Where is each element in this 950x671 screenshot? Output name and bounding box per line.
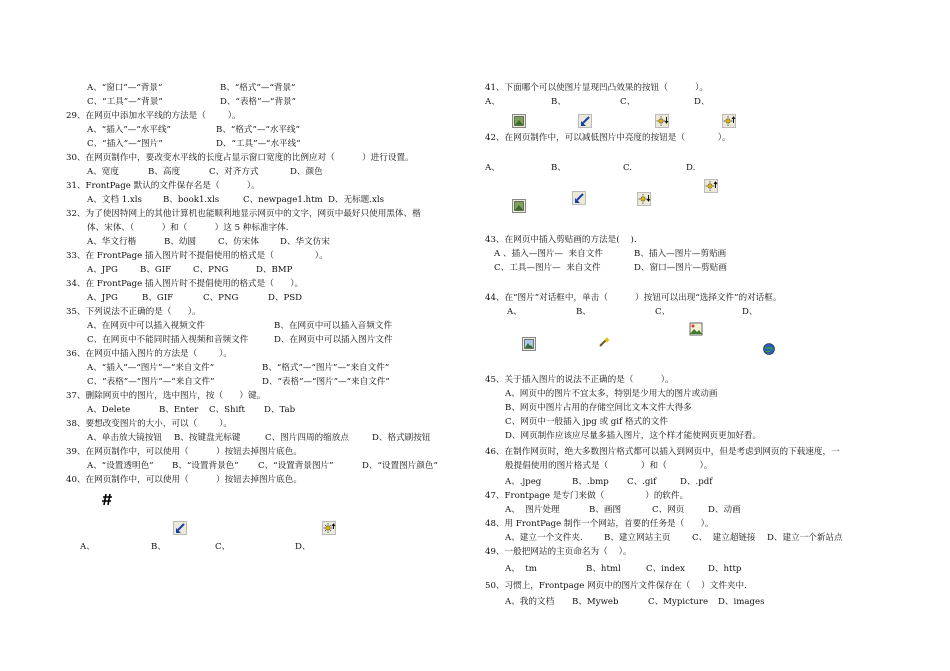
q43-option-a: A 、插入—图片— 来自文件 bbox=[494, 249, 603, 259]
q41-stem: 41、下面哪个可以使图片显现凹凸效果的按钮（ ）。 bbox=[485, 83, 709, 93]
q30-option-b: B、高度 bbox=[148, 167, 181, 177]
q33-option-c: C、PNG bbox=[193, 265, 229, 275]
select-arrow-icon bbox=[572, 191, 586, 205]
q45-option-c: C、网页中一般插入 jpg 或 gif 格式的文件 bbox=[505, 417, 668, 427]
q28-option-b: B、“格式”—“背景” bbox=[220, 83, 296, 93]
q34-stem: 34、在 FrontPage 插入图片时不提倡使用的格式是（ ）。 bbox=[66, 279, 304, 289]
q50-option-a: A、我的文档 bbox=[505, 597, 555, 607]
q33-option-d: D、BMP bbox=[256, 265, 293, 275]
bevel-icon bbox=[512, 114, 526, 128]
q34-option-b: B、GIF bbox=[142, 293, 174, 303]
q47-option-d: D、动画 bbox=[708, 505, 741, 515]
q39-option-c: C、“设置背景图片” bbox=[258, 461, 334, 471]
q45-option-b: B、网页中图片占用的存储空间比文本文件大得多 bbox=[505, 403, 692, 413]
q48-option-c: C、 建立超链接 bbox=[692, 533, 756, 543]
q32-stem-line2: 体、宋体、（ ）和（ ）这 5 种标准字体. bbox=[87, 223, 289, 233]
q35-option-a: A、在网页中可以插入视频文件 bbox=[87, 321, 205, 331]
q49-option-c: C、index bbox=[646, 564, 685, 574]
q36-stem: 36、在网页中插入图片的方法是（ ）。 bbox=[66, 349, 232, 359]
q32-option-a: A、华文行楷 bbox=[87, 237, 137, 247]
q42-option-a: A、 bbox=[485, 163, 500, 173]
q44-option-d: D、 bbox=[742, 307, 758, 317]
q40-option-b: B、 bbox=[151, 542, 166, 552]
clipart-icon bbox=[522, 337, 536, 351]
q33-option-a: A、JPG bbox=[87, 265, 118, 275]
q35-option-b: B、在网页中可以插入音频文件 bbox=[274, 321, 393, 331]
q42-stem: 42、在网页制作中，可以减低图片中亮度的按钮是（ ）。 bbox=[485, 133, 731, 143]
q39-option-d: D、“设置图片颜色” bbox=[362, 461, 438, 471]
q43-option-b: B、插入—图片—剪贴画 bbox=[634, 249, 727, 259]
q40-stem: 40、在网页制作中，可以使用（ ）按钮去掉图片底色。 bbox=[66, 475, 302, 485]
q39-option-a: A、“设置透明色” bbox=[87, 461, 154, 471]
q31-option-d: D、无标题.xls bbox=[328, 195, 385, 205]
q28-option-a: A、“窗口”—“背景” bbox=[87, 83, 163, 93]
q49-option-a: A、 tm bbox=[505, 564, 537, 574]
image-file-icon bbox=[689, 322, 703, 336]
scan-globe-icon bbox=[762, 342, 776, 356]
q31-option-c: C、newpage1.htm bbox=[243, 195, 323, 205]
q49-stem: 49、一般把网站的主页命名为（ ）。 bbox=[485, 547, 632, 557]
q44-option-a: A、 bbox=[507, 307, 522, 317]
q36-option-a: A、“插入”—“图片”—“来自文件” bbox=[87, 363, 215, 373]
q50-option-d: D、images bbox=[718, 597, 765, 607]
q47-option-b: B、画图 bbox=[589, 505, 622, 515]
q38-option-c: C、图片四周的缩放点 bbox=[265, 433, 349, 443]
q46-option-c: C、.gif bbox=[627, 477, 657, 487]
q46-option-b: B、.bmp bbox=[572, 477, 609, 487]
q33-stem: 33、在 FrontPage 插入图片时不提倡使用的格式是（ ）。 bbox=[66, 251, 328, 261]
q30-option-c: C、对齐方式 bbox=[209, 167, 259, 177]
q46-stem-line2: 般提倡使用的图片格式是（ ）和（ ）。 bbox=[505, 461, 713, 471]
q46-option-a: A、.jpeg bbox=[505, 477, 542, 487]
q45-stem: 45、关于插入图片的说法不正确的是（ ）。 bbox=[485, 375, 674, 385]
q43-option-d: D、窗口—图片—剪贴画 bbox=[634, 263, 727, 273]
q29-stem: 29、在网页中添加水平线的方法是（ ）。 bbox=[66, 111, 241, 121]
q42-option-d: D. bbox=[686, 163, 696, 173]
q49-option-b: B、html bbox=[586, 564, 621, 574]
q41-option-a: A、 bbox=[485, 97, 500, 107]
q30-option-d: D、颜色 bbox=[290, 167, 323, 177]
select-arrow-icon bbox=[578, 114, 592, 128]
select-arrow-icon bbox=[173, 521, 187, 535]
q40-option-d: D、 bbox=[295, 542, 311, 552]
q40-option-c: C、 bbox=[215, 542, 231, 552]
q38-stem: 38、要想改变图片的大小，可以（ ）。 bbox=[66, 419, 232, 429]
q41-option-c: C、 bbox=[620, 97, 636, 107]
q30-stem: 30、在网页制作中，要改变水平线的长度占显示窗口宽度的比例应对（ ）进行设置。 bbox=[66, 153, 414, 163]
q30-option-a: A、宽度 bbox=[87, 167, 119, 177]
q28-option-c: C、“工具”—“背景” bbox=[87, 97, 163, 107]
q46-stem-line1: 46、在制作网页时，绝大多数图片格式都可以插入到网页中，但是考虑到网页的下载速度，一 bbox=[485, 447, 840, 457]
q35-option-c: C、在网页中不能同时插入视频和音频文件 bbox=[87, 335, 249, 345]
q48-option-a: A、建立一个文件夹. bbox=[505, 533, 583, 543]
q43-stem: 43、在网页中插入剪贴画的方法是( ). bbox=[485, 235, 637, 245]
q31-option-a: A、文档 1.xls bbox=[87, 195, 142, 205]
q37-option-d: D、Tab bbox=[264, 405, 296, 415]
q31-option-b: B、book1.xls bbox=[163, 195, 220, 205]
q38-option-a: A、单击放大镜按钮 bbox=[87, 433, 162, 443]
less-brightness-icon bbox=[655, 114, 669, 128]
q33-option-b: B、GIF bbox=[140, 265, 172, 275]
q37-option-a: A、Delete bbox=[87, 405, 131, 415]
q49-option-d: D、http bbox=[708, 564, 742, 574]
q29-option-c: C、“插入”—“图片” bbox=[87, 139, 163, 149]
q48-stem: 48、用 FrontPage 制作一个网站，首要的任务是（ ）。 bbox=[485, 519, 714, 529]
q42-option-c: C. bbox=[623, 163, 633, 173]
less-brightness-icon bbox=[637, 192, 651, 206]
q36-option-d: D、“表格”—“图片”—“来自文件” bbox=[262, 377, 390, 387]
q29-option-b: B、“格式”—“水平线” bbox=[216, 125, 301, 135]
q50-option-b: B、Myweb bbox=[572, 597, 619, 607]
q50-option-c: C、Mypicture bbox=[648, 597, 709, 607]
q41-option-b: B、 bbox=[551, 97, 566, 107]
q35-stem: 35、下列说法不正确的是（ ）。 bbox=[66, 307, 201, 317]
q34-option-c: C、PNG bbox=[203, 293, 239, 303]
q36-option-c: C、“表格”—“图片”—“来自文件” bbox=[87, 377, 215, 387]
q47-option-c: C、网页 bbox=[652, 505, 685, 515]
q45-option-d: D、网页制作应该应尽量多插入图片，这个样才能使网页更加好看。 bbox=[505, 431, 762, 441]
more-brightness-icon bbox=[722, 114, 736, 128]
q32-option-b: B、幼圆 bbox=[164, 237, 197, 247]
q47-stem: 47、Frontpage 是专门来做（ ）的软件。 bbox=[485, 491, 689, 501]
q29-option-a: A、“插入”—“水平线” bbox=[87, 125, 171, 135]
q44-option-c: C、 bbox=[655, 307, 671, 317]
q28-option-d: D、“表格”—“背景” bbox=[220, 97, 297, 107]
q37-option-b: B、Enter bbox=[159, 405, 199, 415]
q37-option-c: C、Shift bbox=[209, 405, 245, 415]
q42-option-b: B、 bbox=[551, 163, 566, 173]
q38-option-d: D、格式刷按钮 bbox=[372, 433, 431, 443]
q39-option-b: B、“设置背景色” bbox=[172, 461, 239, 471]
q31-stem: 31、FrontPage 默认的文件保存名是（ ）。 bbox=[66, 181, 260, 191]
q32-stem-line1: 32、为了使因特网上的其他计算机也能顺利地显示网页中的文字，网页中最好只使用黑体、楷 bbox=[66, 209, 421, 219]
q34-option-a: A、JPG bbox=[87, 293, 118, 303]
q32-option-d: D、华文仿宋 bbox=[280, 237, 330, 247]
q38-option-b: B、按键盘光标键 bbox=[174, 433, 241, 443]
q43-option-c: C、工具—图片— 来自文件 bbox=[494, 263, 601, 273]
q48-option-b: B、建立网站主页 bbox=[604, 533, 671, 543]
q44-option-b: B、 bbox=[576, 307, 591, 317]
q36-option-b: B、“格式”—“图片”—“来自文件” bbox=[262, 363, 390, 373]
q29-option-d: D、“工具”—“水平线” bbox=[216, 139, 301, 149]
q45-option-a: A、网页中的图片不宜太多，特别是少用大的图片或动画 bbox=[505, 389, 718, 399]
q44-stem: 44、在“图片”对话框中，单击（ ）按钮可以出现“选择文件”的对话框。 bbox=[485, 293, 782, 303]
q46-option-d: D、.pdf bbox=[680, 477, 713, 487]
transparent-icon bbox=[100, 492, 114, 506]
q41-option-d: D、 bbox=[694, 97, 710, 107]
brightness-icon bbox=[322, 521, 336, 535]
q47-option-a: A、 图片处理 bbox=[505, 505, 560, 515]
q34-option-d: D、PSD bbox=[268, 293, 303, 303]
more-brightness-icon bbox=[704, 179, 718, 193]
q32-option-c: C、仿宋体 bbox=[218, 237, 259, 247]
q39-stem: 39、在网页制作中，可以使用（ ）按钮去掉图片底色。 bbox=[66, 447, 302, 457]
q37-stem: 37、删除网页中的图片，选中图片，按（ ）键。 bbox=[66, 391, 266, 401]
wand-icon bbox=[597, 335, 611, 349]
q50-stem: 50、习惯上，Frontpage 网页中的图片文件保存在（ ）文件夹中. bbox=[485, 581, 747, 591]
bevel-icon bbox=[512, 199, 526, 213]
q35-option-d: D、在网页中可以插入图片文件 bbox=[274, 335, 393, 345]
q40-option-a: A、 bbox=[80, 542, 95, 552]
q48-option-d: D、建立一个新站点 bbox=[767, 533, 843, 543]
